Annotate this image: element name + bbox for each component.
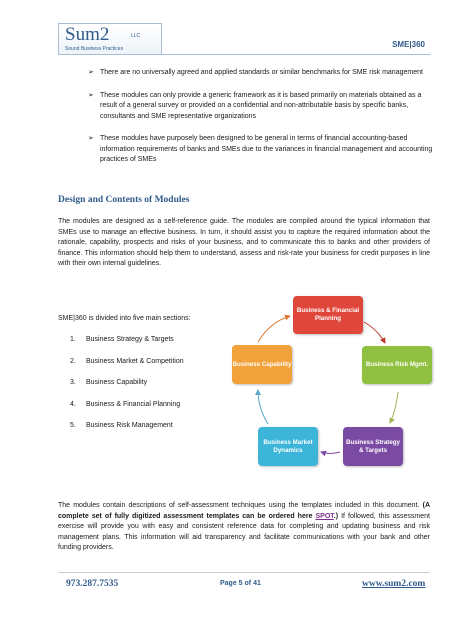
logo-llc: LLC (131, 33, 141, 39)
arrow-bullet-icon: ➢ (88, 69, 94, 76)
footer-website-link[interactable]: www.sum2.com (362, 579, 426, 589)
closing-paragraph: The modules contain descriptions of self-assessment techniques using the templates included in this document. (A complete set of fully digitized assessment templates can be ordered here SPOT.) If followed, this assessment exercise will provide you with easy and consistent reference data for completing and updating business and risk management plans. This information will aid transparency and facilitate communications with your bank and other funding providers. (58, 502, 430, 551)
footer-page-number: Page 5 of 41 (220, 580, 261, 587)
logo-tagline: Sound Business Practices (65, 46, 124, 52)
bullet-text: These modules can only provide a generic framework as it is based primarily on materials obtained as a result of a general survey or provided on a confidential and non-attributable basis by specific banks, consultants and SME representative organizations (100, 91, 422, 120)
arrow-bullet-icon: ➢ (88, 91, 94, 99)
bullet-text: These modules have purposely been designed to be general in terms of financial accounting-based information requirements of banks and SMEs due to the variances in financial management and accounting practices of SMEs (100, 135, 433, 163)
arrow-financial-to-risk (364, 322, 385, 343)
arrow-market-to-capability (258, 390, 268, 424)
section-paragraph: The modules are designed as a self-reference guide. The modules are compiled around the typical information that SMEs use to manage an effective business. In turn, it should assist you to capture the required information about the rationale, capability, prospects and risks of your business, and to communicate this to banks and other providers of finance. This information should help them to understand, assess and risk-rate your business for credit purposes in line with their own internal guidelines. (58, 218, 430, 267)
diagram-node-risk-management: Business Risk Mgmt. (362, 346, 432, 384)
logo-text: Sum2 (65, 24, 110, 45)
arrow-risk-to-strategy (390, 392, 398, 423)
list-item: 2. Business Market & Competition (70, 357, 184, 365)
arrow-capability-to-financial (258, 316, 290, 342)
arrow-bullet-icon: ➢ (88, 135, 94, 142)
diagram-node-financial-planning: Business & Financial Planning (293, 296, 363, 334)
list-item: 1. Business Strategy & Targets (70, 336, 174, 343)
diagram-node-capability: Business Capability (232, 345, 292, 384)
footer-divider (58, 572, 430, 573)
arrow-strategy-to-market (321, 452, 340, 454)
list-item: 3. Business Capability (70, 379, 148, 386)
list-item: 5. Business Risk Management (70, 422, 173, 429)
footer-phone: 973.287.7535 (66, 579, 119, 589)
spot-link[interactable]: SPOT (315, 512, 334, 520)
bullet-text: There are no universally agreed and applied standards or similar benchmarks for SME risk management (100, 69, 423, 76)
sections-intro: SME|360 is divided into five main sections: (58, 315, 191, 322)
header-title: SME|360 (392, 40, 425, 49)
diagram-node-market-dynamics: Business Market Dynamics (258, 427, 318, 466)
list-item: 4. Business & Financial Planning (70, 400, 181, 408)
diagram-node-strategy-targets: Business Strategy & Targets (343, 427, 403, 466)
section-title: Design and Contents of Modules (58, 195, 190, 205)
